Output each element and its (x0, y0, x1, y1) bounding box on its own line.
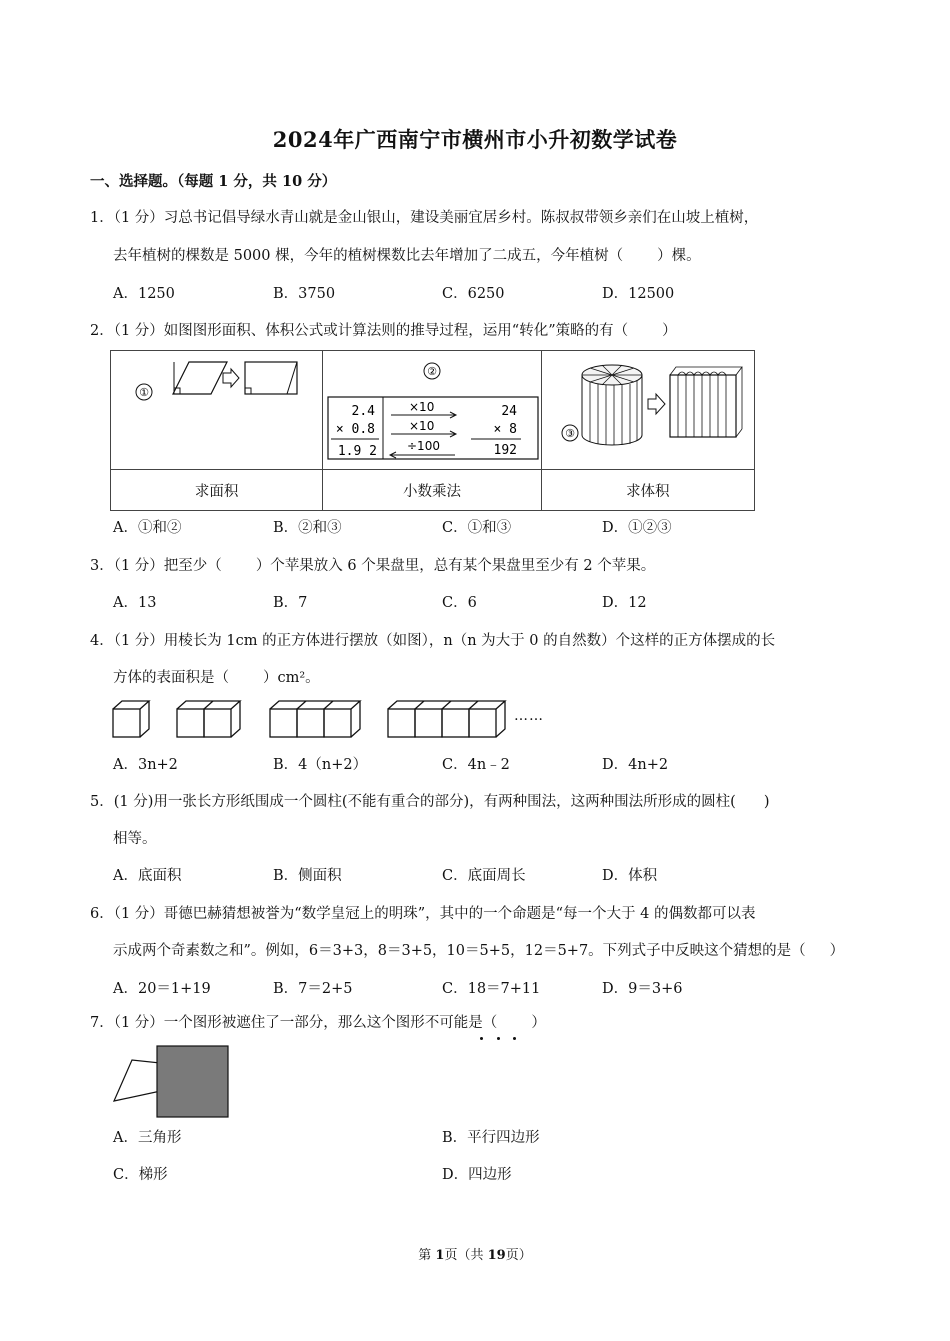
q3-line1 (90, 556, 655, 576)
q5-option-d: D．体积 (602, 868, 658, 884)
q6-option-b: B．7＝2+5 (273, 981, 353, 997)
calc-left-1: 2.4 (351, 404, 376, 419)
q2-figure-1 (111, 351, 323, 470)
footer-pre: 第 (418, 1248, 436, 1263)
parallelogram-to-rectangle-diagram (111, 351, 323, 469)
decimal-multiplication-diagram (323, 351, 541, 469)
q2-text-end: ） (662, 323, 677, 339)
cube-rows-figure (110, 698, 510, 742)
page-footer (0, 1244, 950, 1263)
calc-right-1: 24 (501, 404, 518, 419)
q1-text: 去年植树的棵数是 5000 棵，今年的植树棵数比去年增加了二成五，今年植树（ (113, 248, 624, 264)
footer-post: 页） (505, 1248, 532, 1263)
emphasis-dot (480, 1037, 483, 1040)
fig1-number: ① (139, 386, 149, 399)
q1-text-end: ）棵。 (657, 248, 701, 264)
q4-text: 方体的表面积是（ (113, 670, 229, 686)
q3-option-d: D．12 (602, 595, 647, 611)
section-heading: 一、选择题。（每题 1 分，共 10 分） (90, 173, 337, 190)
calc-left-3: 1.9 2 (338, 444, 378, 459)
q1-option-a: A．1250 (113, 286, 175, 302)
q4-line1: 4．（1 分）用棱长为 1cm 的正方体进行摆放（如图），n（n 为大于 0 的自然数）个这样的正方体摆成的长 (90, 633, 776, 649)
q6-option-d: D．9＝3+6 (602, 981, 683, 997)
page-title: 2024年广西南宁市横州市小升初数学试卷 (272, 127, 678, 152)
q4-ellipsis: …… (514, 708, 544, 724)
q6-text: 示成两个奇素数之和”。例如，6＝3+3，8＝3+5，10＝5+5，12＝5+7。下列式子中反映这个猜想的是（ (113, 943, 806, 959)
q6-option-c: C．18＝7+11 (442, 981, 541, 997)
q1-line1: 1．（1 分）习总书记倡导绿水青山就是金山银山，建设美丽宜居乡村。陈叔叔带领乡亲们在山坡上植树， (90, 210, 759, 226)
q4-option-d: D．4n+2 (602, 757, 669, 773)
arrow-label-1: ×10 (409, 400, 435, 414)
emphasis-dot (513, 1037, 516, 1040)
arrow-label-3: ÷100 (407, 439, 441, 453)
q4-option-c: C．4n﹣2 (442, 757, 510, 773)
q5-text-end: ) (763, 794, 770, 810)
q2-figure-2 (323, 351, 541, 470)
cylinder-to-cuboid-diagram (542, 351, 755, 469)
q5-line1 (90, 792, 770, 812)
q7-text: 7．（1 分）一个图形被遮住了一部分，那么这个图形不可能是（ (90, 1015, 498, 1031)
q1-option-b: B．3750 (273, 286, 336, 302)
q4-text-end: ）cm²。 (263, 670, 320, 686)
q2-option-d: D．①②③ (602, 520, 672, 536)
fig3-number: ③ (564, 427, 575, 440)
q5-option-c: C．底面周长 (442, 868, 526, 884)
q7-option-b: B．平行四边形 (442, 1130, 540, 1146)
q2-option-a: A．①和② (113, 520, 182, 536)
q1-option-c: C．6250 (442, 286, 505, 302)
calc-right-2: × 8 (493, 422, 518, 437)
q5-option-b: B．侧面积 (273, 868, 342, 884)
q6-option-a: A．20＝1+19 (113, 981, 211, 997)
emphasis-dot (497, 1037, 500, 1040)
q2-figure-table (110, 350, 755, 511)
q3-option-b: B．7 (273, 595, 308, 611)
q2-option-c: C．①和③ (442, 520, 512, 536)
covered-shape-figure (110, 1044, 235, 1119)
q7-option-d: D．四边形 (442, 1167, 512, 1183)
q6-text-end: ） (829, 943, 845, 959)
q5-line2: 相等。 (113, 831, 157, 847)
q2-line1 (90, 321, 677, 341)
q7-text-end: ） (531, 1015, 546, 1031)
q7-option-a: A．三角形 (113, 1130, 182, 1146)
q5-option-a: A．底面积 (113, 868, 182, 884)
q2-option-b: B．②和③ (273, 520, 342, 536)
q2-text: 2．（1 分）如图图形面积、体积公式或计算法则的推导过程，运用“转化”策略的有（ (90, 323, 629, 339)
q2-caption-2: 小数乘法 (323, 470, 541, 511)
q4-option-a: A．3n+2 (113, 757, 178, 773)
footer-total-pages: 19 (487, 1248, 506, 1263)
q6-line1: 6．（1 分）哥德巴赫猜想被誉为“数学皇冠上的明珠”，其中的一个命题是“每一个大于 4 的偶数都可以表 (90, 906, 756, 922)
calc-right-3: 192 (493, 443, 518, 458)
footer-page-number: 1 (435, 1248, 445, 1263)
q5-text: 5．(1 分)用一张长方形纸围成一个圆柱(不能有重合的部分)，有两种围法，这两种围法所形成的圆柱( (90, 794, 736, 810)
q7-line1 (90, 1013, 546, 1033)
footer-mid: 页（共 (444, 1248, 488, 1263)
arrow-label-2: ×10 (409, 419, 435, 433)
calc-left-2: × 0.8 (336, 422, 376, 437)
q7-option-c: C．梯形 (113, 1167, 168, 1183)
q4-line2 (113, 668, 320, 688)
q4-option-b: B．4（n+2） (273, 757, 368, 773)
q3-option-a: A．13 (113, 595, 157, 611)
q1-line2 (113, 246, 701, 266)
q3-option-c: C．6 (442, 595, 477, 611)
q2-caption-3: 求体积 (541, 470, 754, 511)
q2-caption-1: 求面积 (111, 470, 323, 511)
q3-text-end: ）个苹果放入 6 个果盘里，总有某个果盘里至少有 2 个苹果。 (255, 558, 656, 574)
q1-option-d: D．12500 (602, 286, 675, 302)
q3-text: 3．（1 分）把至少（ (90, 558, 222, 574)
q2-figure-3 (541, 351, 754, 470)
fig2-number: ② (427, 365, 438, 378)
q6-line2 (113, 941, 844, 961)
